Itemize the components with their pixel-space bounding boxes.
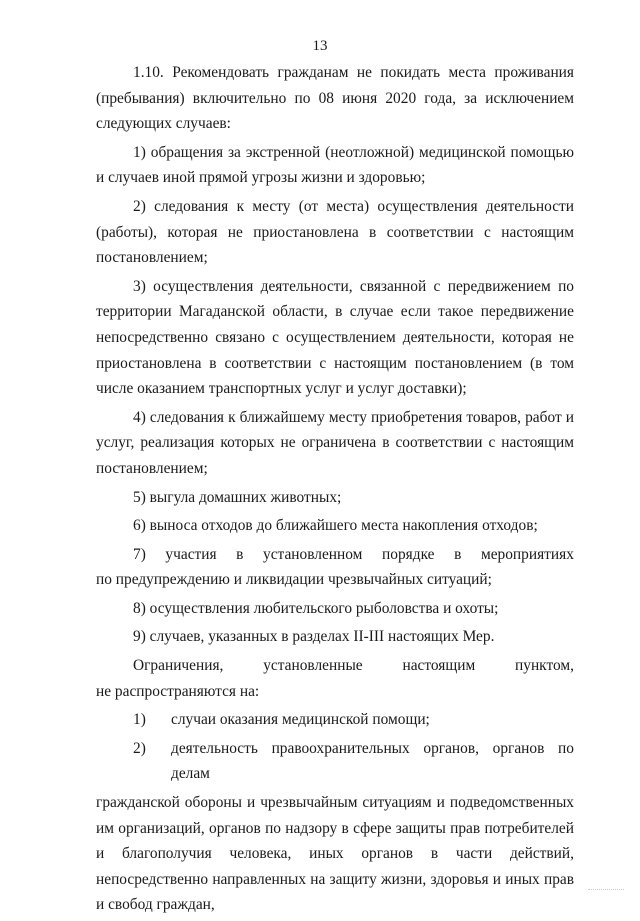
list-item-9: 9) случаев, указанных в разделах II-III настоящих Мер. (133, 628, 495, 646)
item-7-word: порядке (382, 545, 435, 563)
list-item-2: 2) следования к месту (от места) осуществления деятельности (работы), которая не приостановлена в соответствии с настоящим постановлением; (96, 197, 574, 267)
document-body (96, 60, 574, 921)
restrictions-continuation: не распространяются на: (96, 682, 260, 700)
item-7-word: участия (165, 545, 217, 563)
sub-item-number: 2) (133, 739, 146, 757)
item-7-word: в (454, 545, 462, 563)
sub-item-2 (96, 736, 574, 787)
restrictions-word: пунктом, (515, 657, 574, 675)
item-7-word: 7) (133, 545, 146, 563)
restrictions-word: Ограничения, (133, 657, 224, 675)
sub-item-1 (96, 707, 574, 733)
list-item-7-continuation: по предупреждению и ликвидации чрезвычайных ситуаций; (96, 571, 492, 589)
list-item-7-first-line (96, 542, 574, 568)
list-item-8: 8) осуществления любительского рыболовства и охоты; (133, 599, 499, 617)
item-7-word: в (236, 545, 244, 563)
restrictions-word: настоящим (402, 657, 476, 675)
sub-item-2-continuation: гражданской обороны и чрезвычайным ситуациям и подведомственных им организаций, органов по надзору в сфере защиты прав потребителей и благополучия человека, иных органов в части действий, непосредственно направленных на защиту жизни, здоровья и иных прав и свобод граждан, (96, 794, 574, 914)
sub-item-number: 1) (133, 711, 146, 729)
list-item-6: 6) выноса отходов до ближайшего места накопления отходов; (133, 517, 538, 535)
item-7-word: установленном (263, 545, 363, 563)
page-number: 13 (312, 38, 328, 54)
scan-artifact (588, 889, 624, 891)
sub-item-text: случаи оказания медицинской помощи; (171, 711, 430, 729)
item-7-word: мероприятиях (480, 545, 574, 563)
list-item-5: 5) выгула домашних животных; (133, 488, 342, 506)
list-item-3: 3) осуществления деятельности, связанной с передвижением по территории Магаданской области, в случае если такое передвижение непосредственно связано с осуществлением деятельности, которая не приостановлена в соответствии с настоящим постановлением (в том числе оказанием транспортных услуг и услуг доставки); (96, 277, 574, 398)
list-item-4: 4) следования к ближайшему месту приобретения товаров, работ и услуг, реализация которых не ограничена в соответствии с настоящим постановлением; (96, 408, 574, 477)
paragraph-1-10: 1.10. Рекомендовать гражданам не покидать места проживания (пребывания) включительно по 08 июня 2020 года, за исключением следующих случаев: (96, 64, 574, 133)
sub-item-text: деятельность правоохранительных органов, органов по делам (171, 739, 574, 783)
list-item-1: 1) обращения за экстренной (неотложной) медицинской помощью и случаев иной прямой угрозы жизни и здоровью; (96, 143, 574, 187)
restrictions-first-line (96, 653, 574, 679)
restrictions-word: установленные (263, 657, 363, 675)
